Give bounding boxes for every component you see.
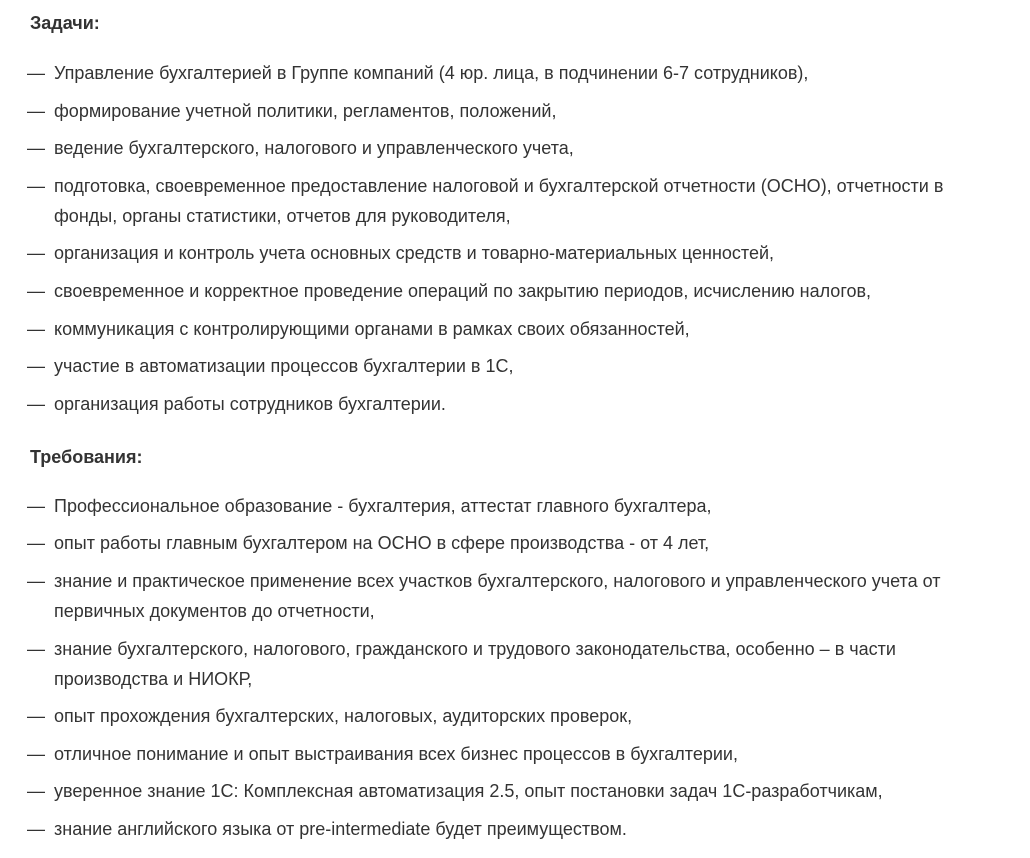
requirements-heading: Требования: <box>30 446 143 467</box>
list-item <box>27 491 1002 521</box>
list-item <box>27 389 1002 419</box>
dash-bullet-icon: — <box>27 280 45 301</box>
list-item-text: своевременное и корректное проведение операций по закрытию периодов, исчислению налогов, <box>54 280 872 301</box>
list-item-text: организация работы сотрудников бухгалтерии. <box>54 393 446 414</box>
list-item <box>27 701 1002 731</box>
list-item <box>27 739 1002 769</box>
list-item <box>27 133 1002 163</box>
list-item-text: Профессиональное образование - бухгалтерия, аттестат главного бухгалтера, <box>54 495 712 516</box>
list-item <box>27 814 1002 844</box>
list-item-text: участие в автоматизации процессов бухгалтерии в 1С, <box>54 356 514 377</box>
list-item-text: знание бухгалтерского, налогового, гражданского и трудового законодательства, особенно – в части производства и НИОКР, <box>54 638 896 689</box>
list-item-text: Управление бухгалтерией в Группе компаний (4 юр. лица, в подчинении 6-7 сотрудников), <box>54 63 809 83</box>
list-item-text: знание и практическое применение всех участков бухгалтерского, налогового и управленческого учета от первичных документов до отчетности, <box>54 570 941 621</box>
list-item <box>27 314 1002 344</box>
dash-bullet-icon: — <box>27 570 45 591</box>
list-item-text: опыт работы главным бухгалтером на ОСНО в сфере производства - от 4 лет, <box>54 533 710 554</box>
dash-bullet-icon: — <box>27 706 45 727</box>
list-item <box>27 276 1002 306</box>
tasks-heading: Задачи: <box>30 13 100 33</box>
list-item-text: опыт прохождения бухгалтерских, налоговых, аудиторских проверок, <box>54 706 633 727</box>
dash-bullet-icon: — <box>27 638 45 659</box>
list-item-text: ведение бухгалтерского, налогового и управленческого учета, <box>54 138 574 159</box>
list-item <box>27 96 1002 126</box>
dash-bullet-icon: — <box>27 243 45 264</box>
tasks-list <box>27 58 1002 419</box>
list-item-text: организация и контроль учета основных средств и товарно-материальных ценностей, <box>54 243 775 264</box>
dash-bullet-icon: — <box>27 743 45 764</box>
list-item <box>27 238 1002 268</box>
list-item <box>27 566 1002 626</box>
list-item <box>27 171 1002 231</box>
dash-bullet-icon: — <box>27 393 45 414</box>
dash-bullet-icon: — <box>27 63 45 83</box>
list-item <box>27 351 1002 381</box>
list-item-text: коммуникация с контролирующими органами в рамках своих обязанностей, <box>54 318 690 339</box>
dash-bullet-icon: — <box>27 318 45 339</box>
list-item <box>27 634 1002 694</box>
dash-bullet-icon: — <box>27 533 45 554</box>
list-item-text: отличное понимание и опыт выстраивания всех бизнес процессов в бухгалтерии, <box>54 743 738 764</box>
dash-bullet-icon: — <box>27 818 45 839</box>
list-item <box>27 528 1002 558</box>
dash-bullet-icon: — <box>27 781 45 802</box>
list-item-text: уверенное знание 1С: Комплексная автоматизация 2.5, опыт постановки задач 1С-разработчикам, <box>54 781 883 802</box>
dash-bullet-icon: — <box>27 175 45 196</box>
requirements-list <box>27 491 1002 844</box>
list-item-text: знание английского языка от pre-intermediate будет преимуществом. <box>54 818 627 839</box>
dash-bullet-icon: — <box>27 495 45 516</box>
list-item-text: подготовка, своевременное предоставление налоговой и бухгалтерской отчетности (ОСНО), отчетности в фонды, органы статистики, отчетов для руководителя, <box>54 175 944 226</box>
dash-bullet-icon: — <box>27 138 45 159</box>
list-item <box>27 776 1002 806</box>
dash-bullet-icon: — <box>27 356 45 377</box>
list-item-text: формирование учетной политики, регламентов, положений, <box>54 100 557 121</box>
list-item <box>27 58 1002 88</box>
dash-bullet-icon: — <box>27 100 45 121</box>
